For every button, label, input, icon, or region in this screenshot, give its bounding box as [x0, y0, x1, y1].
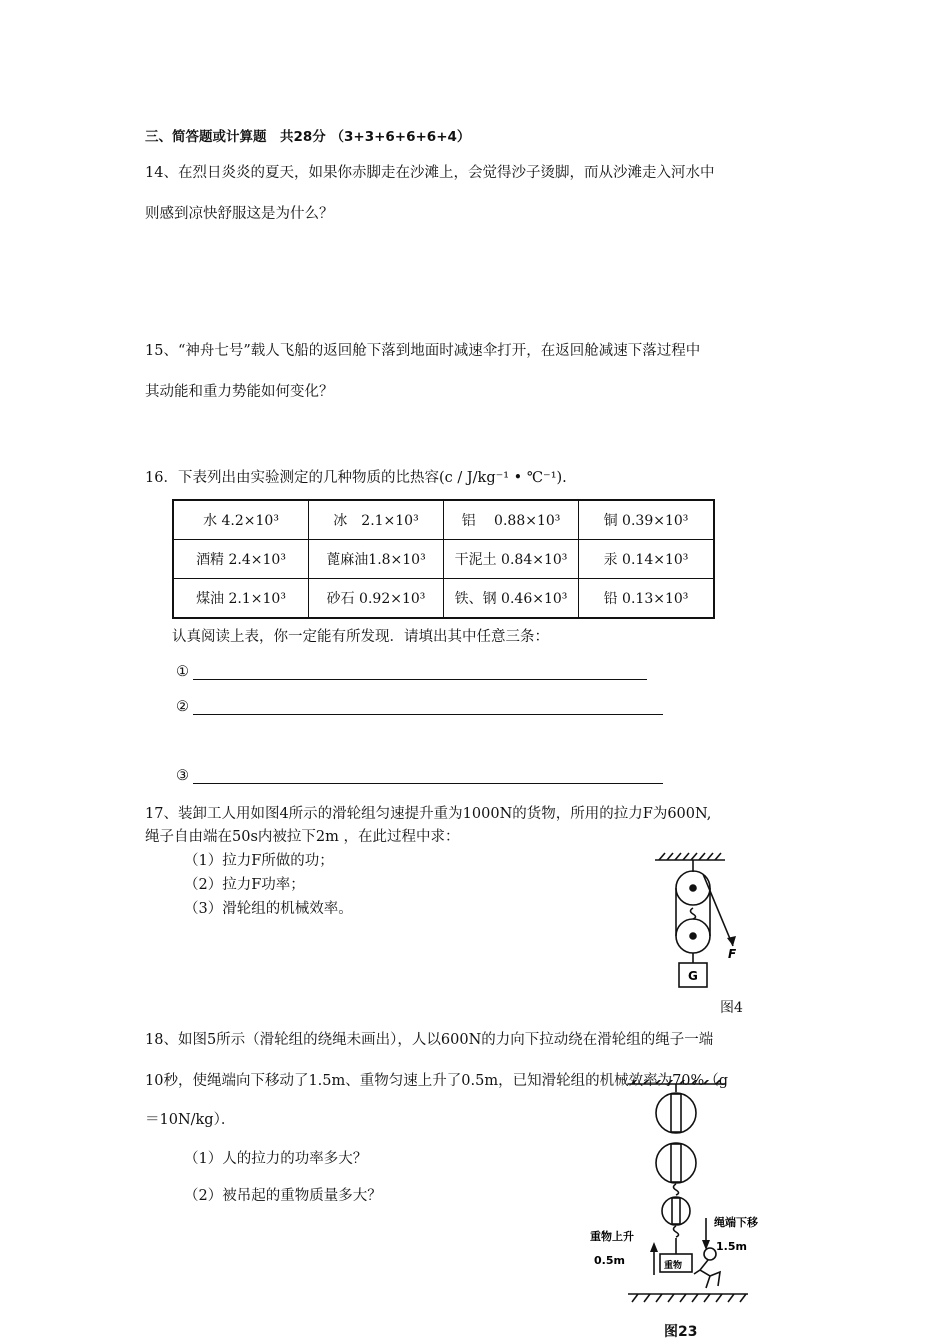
figure-23-caption: 图23 [664, 1324, 698, 1340]
q18-sub2: （2）被吊起的重物质量多大？ [184, 1188, 382, 1204]
q16-intro: 16．下表列出由实验测定的几种物质的比热容(c / J/kg⁻¹ • ℃⁻¹). [145, 470, 567, 486]
table-cell: 蓖麻油1.8×10³ [309, 540, 444, 579]
table-row [173, 579, 714, 619]
q14-line1: 14、在烈日炎炎的夏天，如果你赤脚走在沙滩上，会觉得沙子烫脚，而从沙滩走入河水中 [145, 165, 715, 181]
q17-line2: 绳子自由端在50s内被拉下2m ，在此过程中求： [145, 829, 460, 845]
answer-line-2[interactable] [193, 714, 663, 715]
q18-sub1: （1）人的拉力的功率多大？ [184, 1151, 368, 1167]
q17-sub2: （2）拉力F功率； [184, 877, 305, 893]
q18-line1: 18、如图5所示（滑轮组的绕绳未画出），人以600N的力向下拉动绕在滑轮组的绳子一端 [145, 1032, 714, 1048]
table-cell: 砂石 0.92×10³ [309, 579, 444, 619]
figure-4-caption: 图4 [720, 1000, 743, 1016]
q16-instruction: 认真阅读上表，你一定能有所发现．请填出其中任意三条： [172, 629, 549, 645]
answer-line-1[interactable] [193, 679, 647, 680]
table-cell: 冰 2.1×10³ [309, 500, 444, 540]
table-row [173, 500, 714, 540]
pulley-figure-23 [588, 1080, 760, 1312]
table-cell: 铜 0.39×10³ [579, 500, 715, 540]
figure-label-down: 绳端下移 [714, 1216, 758, 1229]
q15-line1: 15、“神舟七号”载人飞船的返回舱下落到地面时减速伞打开，在返回舱减速下落过程中 [145, 343, 701, 359]
table-cell: 铅 0.13×10³ [579, 579, 715, 619]
table-cell: 酒精 2.4×10³ [173, 540, 309, 579]
q17-line1: 17、装卸工人用如图4所示的滑轮组匀速提升重为1000N的货物，所用的拉力F为600N, [145, 806, 712, 822]
q18-line3: ＝10N/kg）． [145, 1112, 236, 1128]
answer-line-3[interactable] [193, 783, 663, 784]
figure-force-label: F [728, 947, 737, 961]
q18-line2: 10秒，使绳端向下移动了1.5m、重物匀速上升了0.5m，已知滑轮组的机械效率为70%（g [145, 1073, 729, 1089]
figure-weight-label: G [688, 969, 698, 983]
q17-sub1: （1）拉力F所做的功； [184, 853, 334, 869]
specific-heat-table [172, 499, 715, 619]
up-arrow-icon [650, 1242, 658, 1252]
pulley-figure-4 [645, 850, 755, 998]
force-arrow-icon [727, 936, 736, 946]
figure-label-down-distance: 1.5m [716, 1240, 747, 1253]
blank-marker-2: ② [176, 699, 189, 715]
q17-sub3: （3）滑轮组的机械效率。 [184, 901, 353, 917]
table-cell: 铝 0.88×10³ [444, 500, 579, 540]
blank-marker-3: ③ [176, 768, 189, 784]
figure-label-up-distance: 0.5m [594, 1254, 625, 1267]
table-cell: 汞 0.14×10³ [579, 540, 715, 579]
section-heading: 三、简答题或计算题 共28分 （3+3+6+6+6+4） [145, 129, 471, 145]
q15-line2: 其动能和重力势能如何变化？ [145, 384, 334, 400]
figure-label-up: 重物上升 [590, 1230, 634, 1243]
q14-line2: 则感到凉快舒服这是为什么？ [145, 206, 334, 222]
table-cell: 干泥土 0.84×10³ [444, 540, 579, 579]
table-cell: 煤油 2.1×10³ [173, 579, 309, 619]
table-row [173, 540, 714, 579]
table-cell: 铁、钢 0.46×10³ [444, 579, 579, 619]
table-cell: 水 4.2×10³ [173, 500, 309, 540]
blank-marker-1: ① [176, 664, 189, 680]
figure-box-label: 重物 [664, 1261, 683, 1271]
